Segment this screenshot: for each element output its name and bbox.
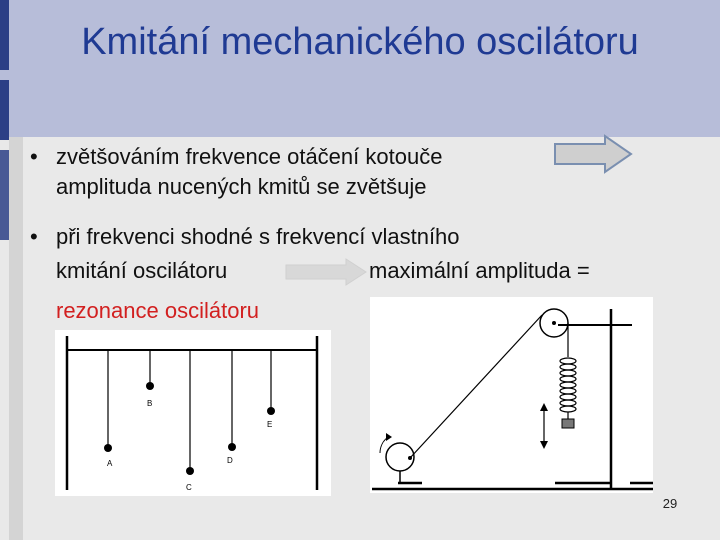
right-arrow-icon: [553, 134, 635, 174]
right-arrow-icon: [284, 258, 370, 286]
pendulum-label-a: A: [107, 459, 113, 468]
bullet-1-line-1: zvětšováním frekvence otáčení kotouče: [56, 144, 443, 169]
bullet-symbol: •: [30, 144, 38, 169]
edge-decoration: [0, 150, 9, 240]
bullet-1-line-2: amplituda nucených kmitů se zvětšuje: [56, 174, 427, 199]
bullet-2-line-2a: kmitání oscilátoru: [56, 258, 228, 283]
resonance-highlight: rezonance oscilátoru: [56, 298, 260, 323]
oscillator-apparatus-figure: [370, 297, 653, 493]
bullet-2-line-1: při frekvenci shodné s frekvencí vlastního: [56, 224, 460, 249]
pendulum-bob-a: [104, 444, 112, 452]
pendulum-bob-e: [267, 407, 275, 415]
bullet-2-line-2b: maximální amplituda =: [369, 258, 590, 283]
edge-decoration: [0, 80, 9, 140]
slide-title: Kmitání mechanického oscilátoru: [81, 21, 639, 63]
pendulums-figure: [55, 330, 331, 496]
bullet-symbol: •: [30, 224, 38, 249]
pendulum-bob-d: [228, 443, 236, 451]
pendulum-bob-b: [146, 382, 154, 390]
pendulum-label-e: E: [267, 420, 273, 429]
pendulum-label-c: C: [186, 483, 192, 492]
page-number: 29: [662, 496, 678, 511]
pendulum-bob-c: [186, 467, 194, 475]
pendulum-label-b: B: [147, 399, 153, 408]
left-strip: [9, 137, 23, 540]
pendulum-label-d: D: [227, 456, 233, 465]
edge-decoration: [0, 0, 9, 70]
